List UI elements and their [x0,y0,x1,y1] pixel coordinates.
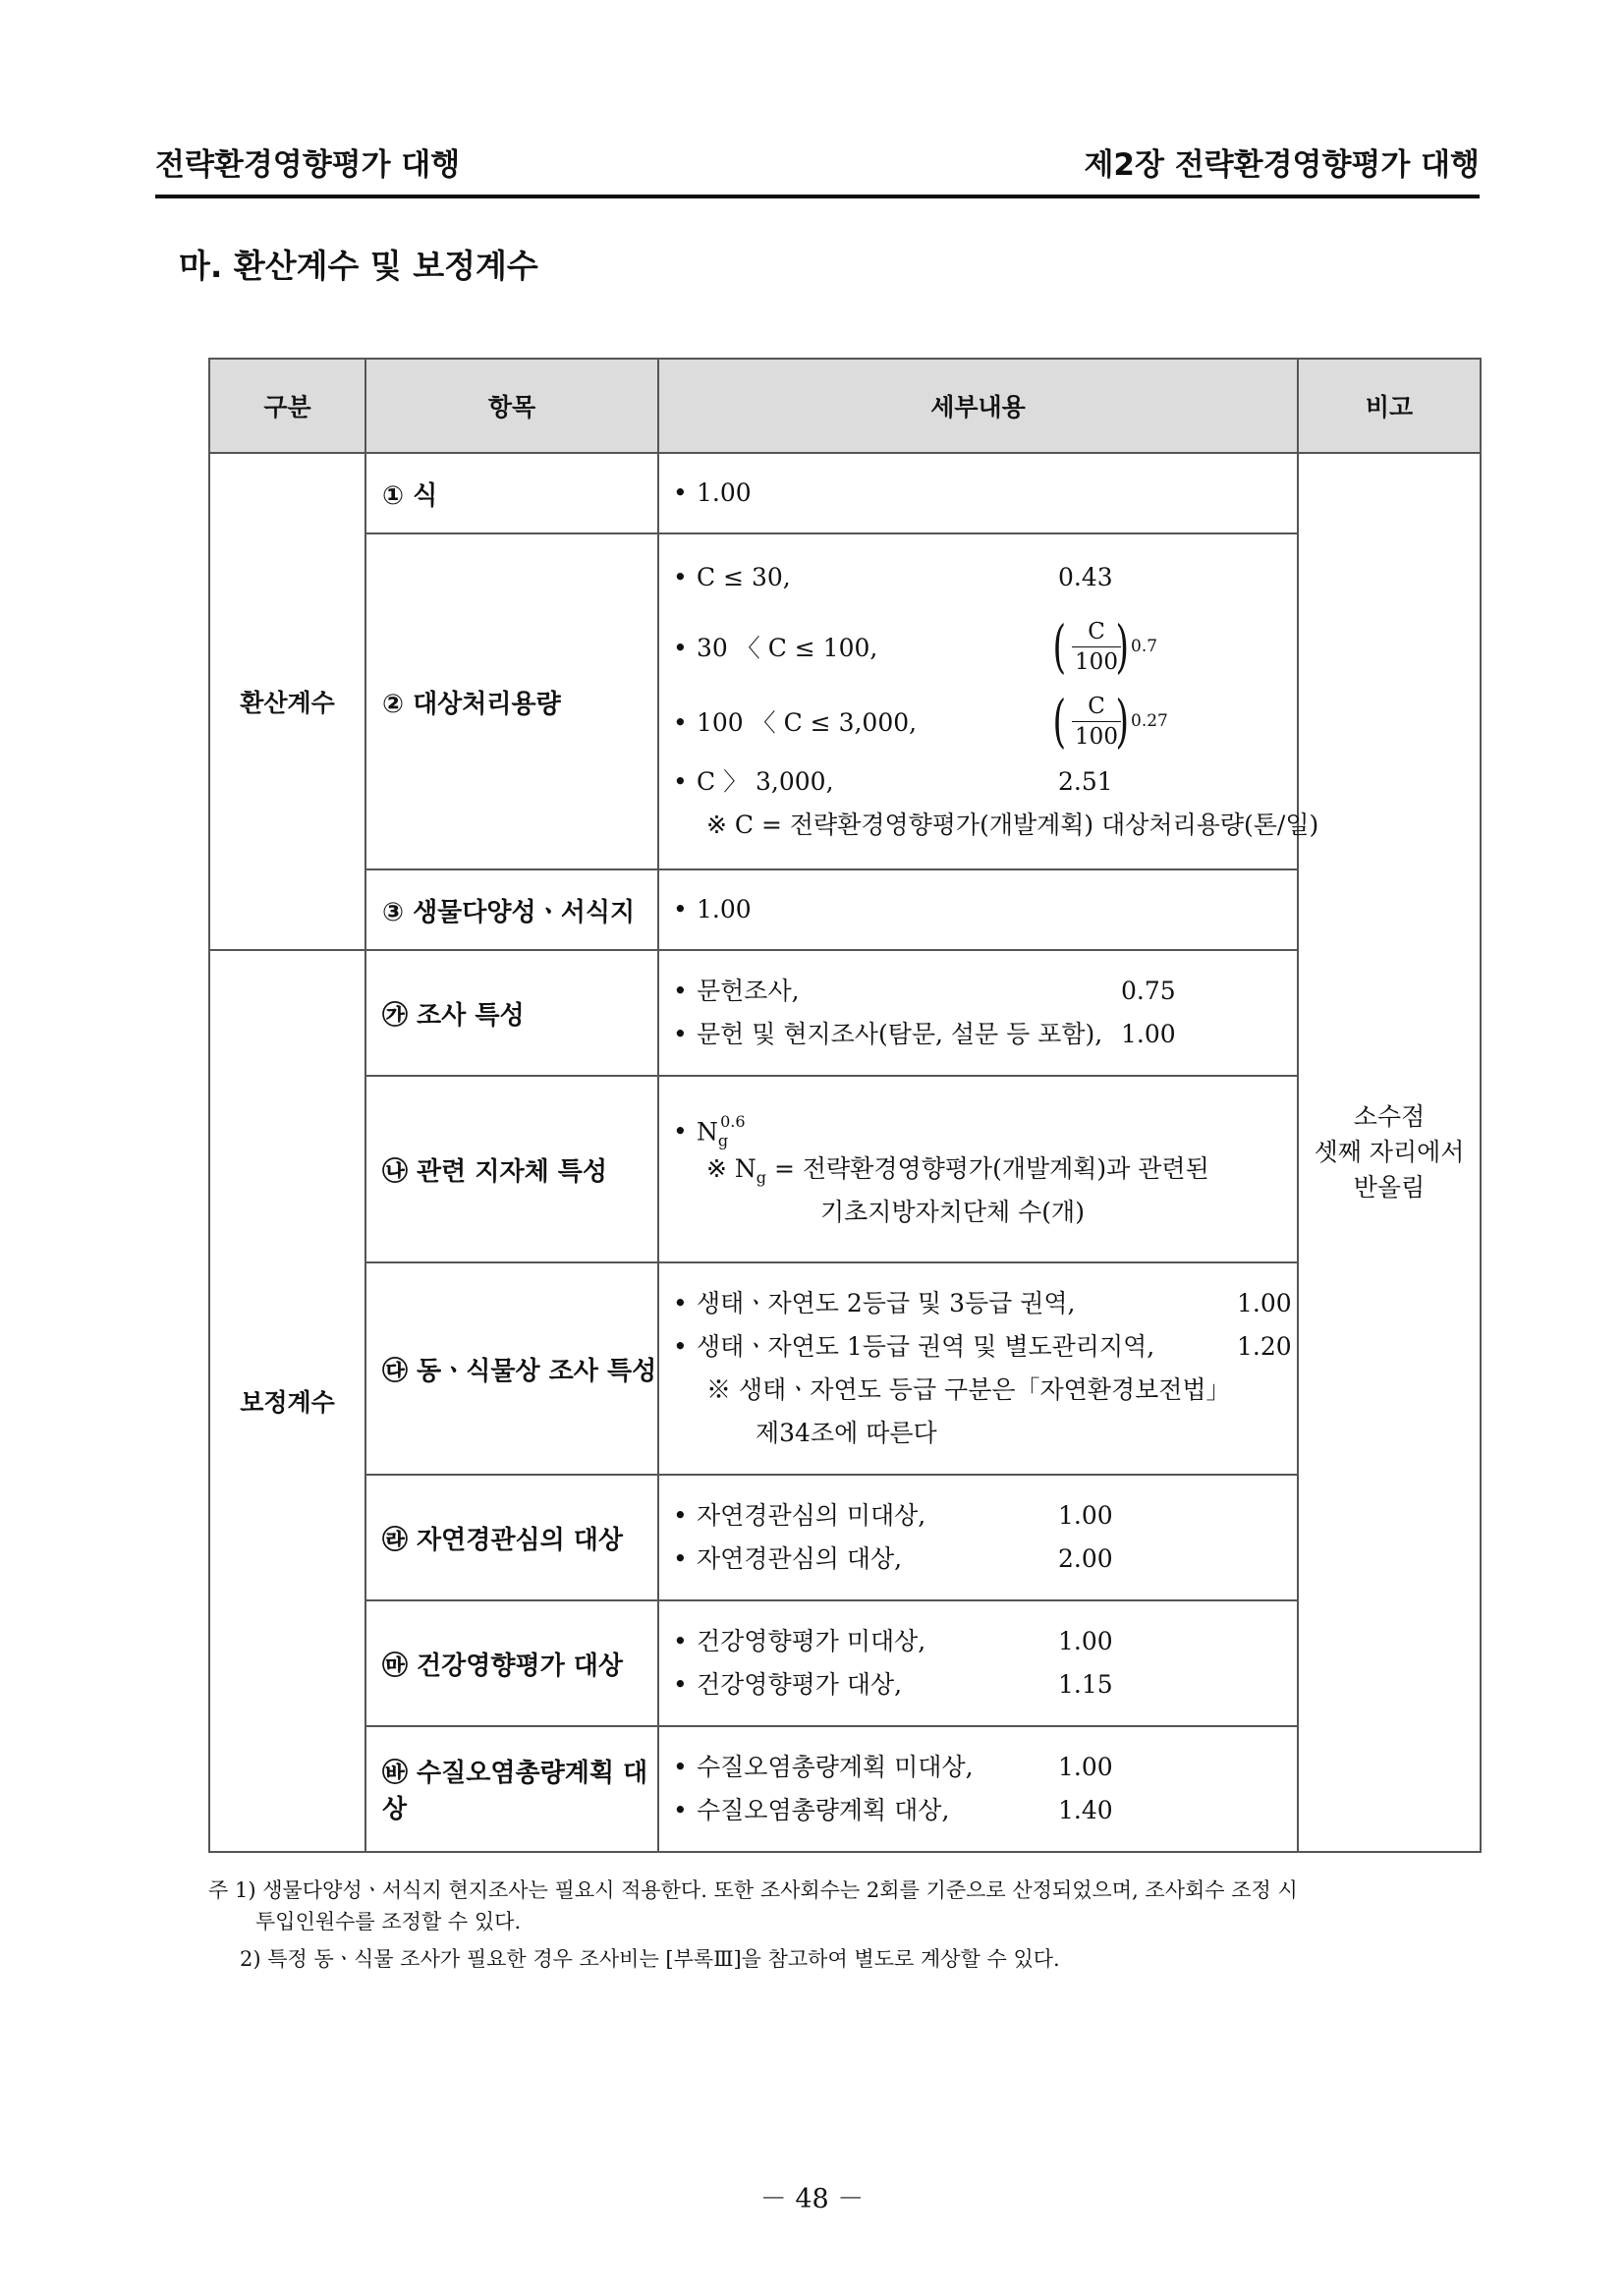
detail-survey: • 문헌조사, 0.75 • 문헌 및 현지조사(탐문, 설문 등 포함), 1.00 [658,950,1298,1076]
detail-formula: • 1.00 [658,453,1298,533]
capacity-cond-2: 30 〈 C ≤ 100, [697,634,878,662]
ng-note-prefix: ※ [706,1154,727,1183]
header-left: 전략환경영향평가 대행 [155,147,461,183]
ng-note-line-1: = 전략환경영향평가(개발계획)과 관련된 [773,1154,1209,1183]
ng-subscript: g [717,1131,729,1150]
remark-line-2: 셋째 자리에서 [1314,1138,1465,1166]
fraction-den-3: 100 [1075,724,1118,750]
fraction-den-2: 100 [1075,649,1118,675]
flora-label-2: 생태ㆍ자연도 1등급 권역 및 별도관리지역, [697,1332,1155,1361]
fraction-num-2: C [1088,619,1105,644]
ng-symbol: N [697,1117,718,1147]
col-header-detail: 세부내용 [658,359,1298,453]
table-row [209,1475,1481,1600]
page-header [155,136,1480,198]
formula-value: 1.00 [697,478,752,507]
flora-label-1: 생태ㆍ자연도 2등급 및 3등급 권역, [697,1289,1076,1317]
landscape-label-2: 자연경관심의 대상, [697,1544,903,1573]
col-header-remark: 비고 [1298,359,1481,453]
remark-rounding [1298,453,1481,1852]
item-flora-fauna: ㉰ 동ㆍ식물상 조사 특성 [365,1262,658,1475]
ng-note-symbol: N [734,1154,756,1183]
col-header-item: 항목 [365,359,658,453]
fraction-num-3: C [1088,694,1105,719]
table-row [209,533,1481,869]
capacity-cond-1: C ≤ 30, [697,563,791,591]
landscape-value-1: 1.00 [1058,1501,1113,1530]
coefficient-table [208,358,1482,1853]
detail-water: • 수질오염총량계획 미대상, 1.00 • 수질오염총량계획 대상, 1.40 [658,1726,1298,1852]
table-row [209,1600,1481,1726]
remark-line-3: 반올림 [1353,1173,1426,1202]
detail-biodiversity: • 1.00 [658,869,1298,950]
detail-municipality: • $N_g^{0.6}$ ※ $N_g$ = 전략환경영향평가(개발계획)과 관련된 기초지방자치단체 수(개) [658,1076,1298,1262]
table-row [209,453,1481,533]
health-label-2: 건강영향평가 대상, [697,1670,903,1699]
capacity-cond-3: 100 〈 C ≤ 3,000, [697,708,918,737]
item-landscape: ㉱ 자연경관심의 대상 [365,1475,658,1600]
fraction-exp-3: 0.27 [1131,711,1168,731]
flora-note-1: ※ 생태ㆍ자연도 등급 구분은「자연환경보전법」 [706,1375,1231,1404]
table-header-row [209,359,1481,453]
item-municipality: ㉯ 관련 지자체 특성 [365,1076,658,1262]
item-survey: ㉮ 조사 특성 [365,950,658,1076]
water-value-2: 1.40 [1058,1796,1113,1824]
landscape-value-2: 2.00 [1058,1544,1113,1573]
flora-value-1: 1.00 [1237,1289,1292,1317]
item-formula: ① 식 [365,453,658,533]
detail-flora-fauna: • 생태ㆍ자연도 2등급 및 3등급 권역, 1.00 • 생태ㆍ자연도 1등급 권역 및 별도관리지역, 1.20 ※ 생태ㆍ자연도 등급 구분은「자연환경보전법」 제34조에 따른다 [658,1262,1298,1475]
section-title: 마. 환산계수 및 보정계수 [179,247,538,285]
survey-value-1: 0.75 [1121,977,1176,1005]
biodiversity-value: 1.00 [697,895,752,924]
item-health: ㉲ 건강영향평가 대상 [365,1600,658,1726]
health-label-1: 건강영향평가 미대상, [697,1627,926,1655]
detail-capacity: • C ≤ 30, 0.43 • 30 〈 C ≤ 100, ( C 100 ) 0.7 • 100 〈 C ≤ 3,000, ( C 100 ) 0.27 • C 〉 3,000, 2.51 ※ C = 전략환경영향평가(개발계획) 대상처리용량(톤/일) [658,533,1298,869]
water-value-1: 1.00 [1058,1753,1113,1781]
capacity-cond-4: C 〉 3,000, [697,767,834,796]
ng-note-subscript: g [756,1168,767,1187]
ng-exponent: 0.6 [720,1112,746,1131]
table-row [209,1076,1481,1262]
remark-line-1: 소수점 [1353,1102,1426,1131]
fraction-exp-2: 0.7 [1131,637,1158,656]
ng-note-line-2: 기초지방자치단체 수(개) [820,1198,1085,1226]
health-value-2: 1.15 [1058,1670,1113,1699]
flora-value-2: 1.20 [1237,1332,1292,1361]
table-row [209,1726,1481,1852]
table-row [209,950,1481,1076]
survey-label-1: 문헌조사, [697,977,800,1005]
detail-landscape: • 자연경관심의 미대상, 1.00 • 자연경관심의 대상, 2.00 [658,1475,1298,1600]
detail-health: • 건강영향평가 미대상, 1.00 • 건강영향평가 대상, 1.15 [658,1600,1298,1726]
category-correction: 보정계수 [209,950,365,1852]
footnote-2: 2) 특정 동ㆍ식물 조사가 필요한 경우 조사비는 [부록Ⅲ]을 참고하여 별도로 계상할 수 있다. [240,1947,1060,1971]
col-header-category: 구분 [209,359,365,453]
footnotes [208,1875,1485,1975]
landscape-label-1: 자연경관심의 미대상, [697,1501,926,1530]
category-conversion: 환산계수 [209,453,365,950]
water-label-2: 수질오염총량계획 대상, [697,1796,950,1824]
item-biodiversity: ③ 생물다양성ㆍ서식지 [365,869,658,950]
table-row [209,1262,1481,1475]
survey-value-2: 1.00 [1121,1020,1176,1048]
flora-note-2: 제34조에 따른다 [756,1419,937,1447]
capacity-value-1: 0.43 [1058,563,1113,591]
footnote-1b: 투입인원수를 조정할 수 있다. [255,1910,522,1933]
page-number: － 48 － [759,2184,865,2214]
header-right: 제2장 전략환경영향평가 대행 [1084,147,1480,183]
item-capacity: ② 대상처리용량 [365,533,658,869]
survey-label-2: 문헌 및 현지조사(탐문, 설문 등 포함), [697,1020,1103,1048]
table-row [209,869,1481,950]
health-value-1: 1.00 [1058,1627,1113,1655]
capacity-note: ※ C = 전략환경영향평가(개발계획) 대상처리용량(톤/일) [706,811,1319,839]
footnote-1a: 주 1) 생물다양성ㆍ서식지 현지조사는 필요시 적용한다. 또한 조사회수는 2회를 기준으로 산정되었으며, 조사회수 조정 시 [208,1878,1298,1902]
water-label-1: 수질오염총량계획 미대상, [697,1753,974,1781]
capacity-value-4: 2.51 [1058,767,1113,796]
item-water: ㉳ 수질오염총량계획 대상 [365,1726,658,1852]
